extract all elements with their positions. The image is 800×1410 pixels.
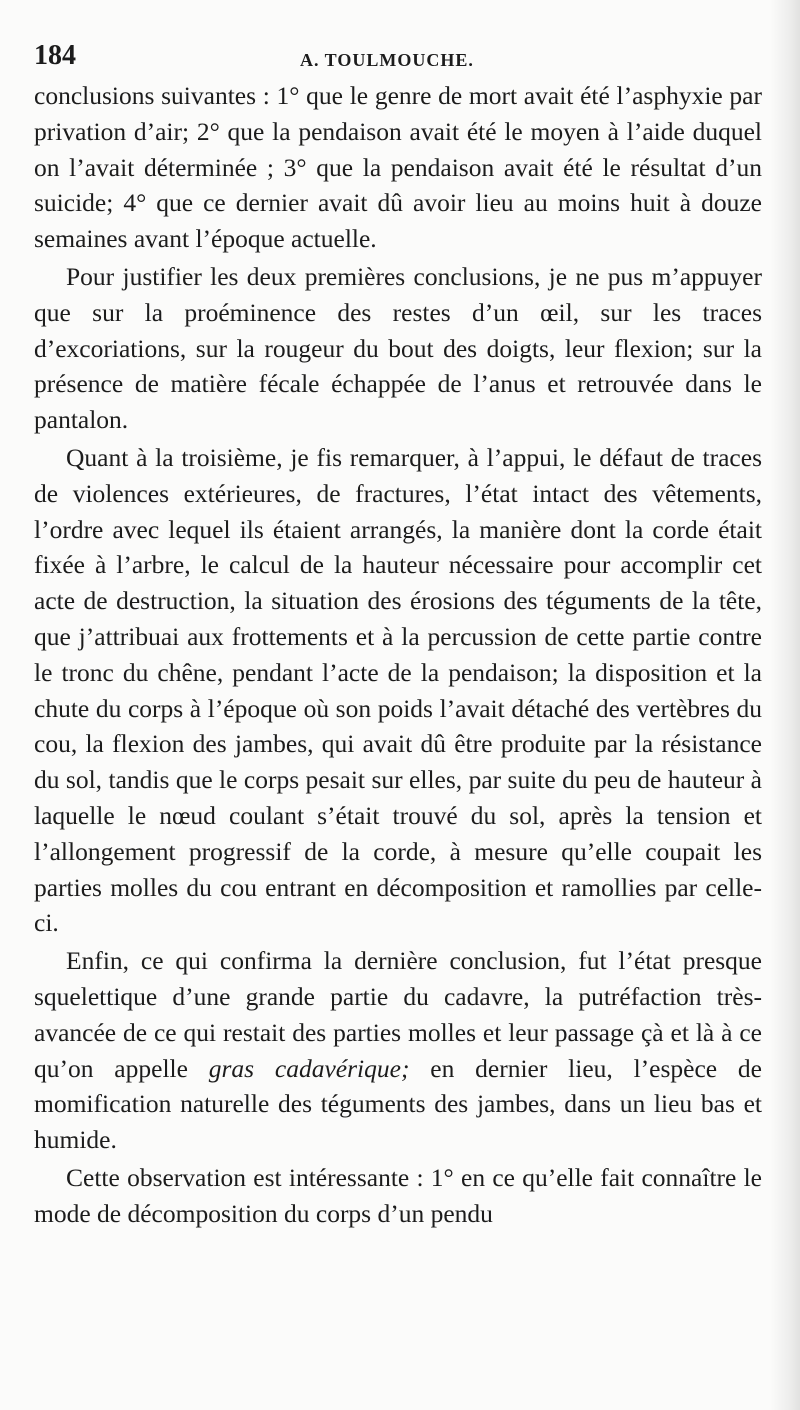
paragraph-conclusions: [34, 78, 762, 257]
paragraph-text: Cette observation est intéressante : 1° en ce qu’elle fait connaître le mode de décomposition du corps d’un pendu: [34, 1162, 762, 1228]
paragraph-text: en dernier lieu, l’espèce de momification naturelle des téguments des jambes, dans un lieu bas et humide.: [34, 1053, 762, 1155]
paragraph-last-conclusion: [34, 943, 762, 1158]
body-text: [34, 78, 762, 1234]
paragraph-observation: [34, 1160, 762, 1232]
paragraph-third-conclusion: [34, 440, 762, 941]
italic-term: gras cadavérique;: [208, 1053, 410, 1083]
paragraph-text: Enfin, ce qui confirma la dernière conclusion, fut l’état presque squelettique d’une grande partie du cadavre, la putréfaction très-avancée de ce qui restait des parties molles et leur passage çà et là à ce qu’on appelle: [34, 946, 762, 1083]
paragraph-text: Quant à la troisième, je fis remarquer, à l’appui, le défaut de traces de violences extérieures, de fractures, l’état intact des vêtements, l’ordre avec lequel ils étaient arrangés, la manière dont la corde était fixée à l’arbre, le calcul de la hauteur nécessaire pour accomplir cet acte de destruction, la situation des érosions des téguments de la tête, que j’attribuai aux frottements et à la percussion de cette partie contre le tronc du chêne, pendant l’acte de la pendaison; la disposition et la chute du corps à l’époque où son poids l’avait détaché des vertèbres du cou, la flexion des jambes, qui avait dû être produite par la résistance du sol, tandis que le corps pesait sur elles, par suite du peu de hauteur à laquelle le nœud coulant s’était trouvé du sol, après la tension et l’allongement progressif de la corde, à mesure qu’elle coupait les parties molles du cou entrant en décomposition et ramollies par celle-ci.: [34, 442, 762, 938]
running-head: A. TOULMOUCHE.: [300, 50, 474, 70]
page-header: [34, 40, 764, 76]
paragraph-justification: [34, 259, 762, 438]
page-gutter-shadow: [770, 0, 800, 1410]
paragraph-text: conclusions suivantes : 1° que le genre de mort avait été l’asphyxie par privation d’air; 2° que la pendaison avait été le moyen à l’aide duquel on l’avait déterminée ; 3° que la pendaison avait été le résultat d’un suicide; 4° que ce dernier avait dû avoir lieu au moins huit à douze semaines avant l’époque actuelle.: [34, 81, 762, 254]
page-number: 184: [34, 40, 76, 71]
paragraph-text: Pour justifier les deux premières conclusions, je ne pus m’appuyer que sur la proéminence des restes d’un œil, sur les traces d’excoriations, sur la rougeur du bout des doigts, leur flexion; sur la présence de matière fécale échappée de l’anus et retrouvée dans le pantalon.: [34, 261, 762, 435]
